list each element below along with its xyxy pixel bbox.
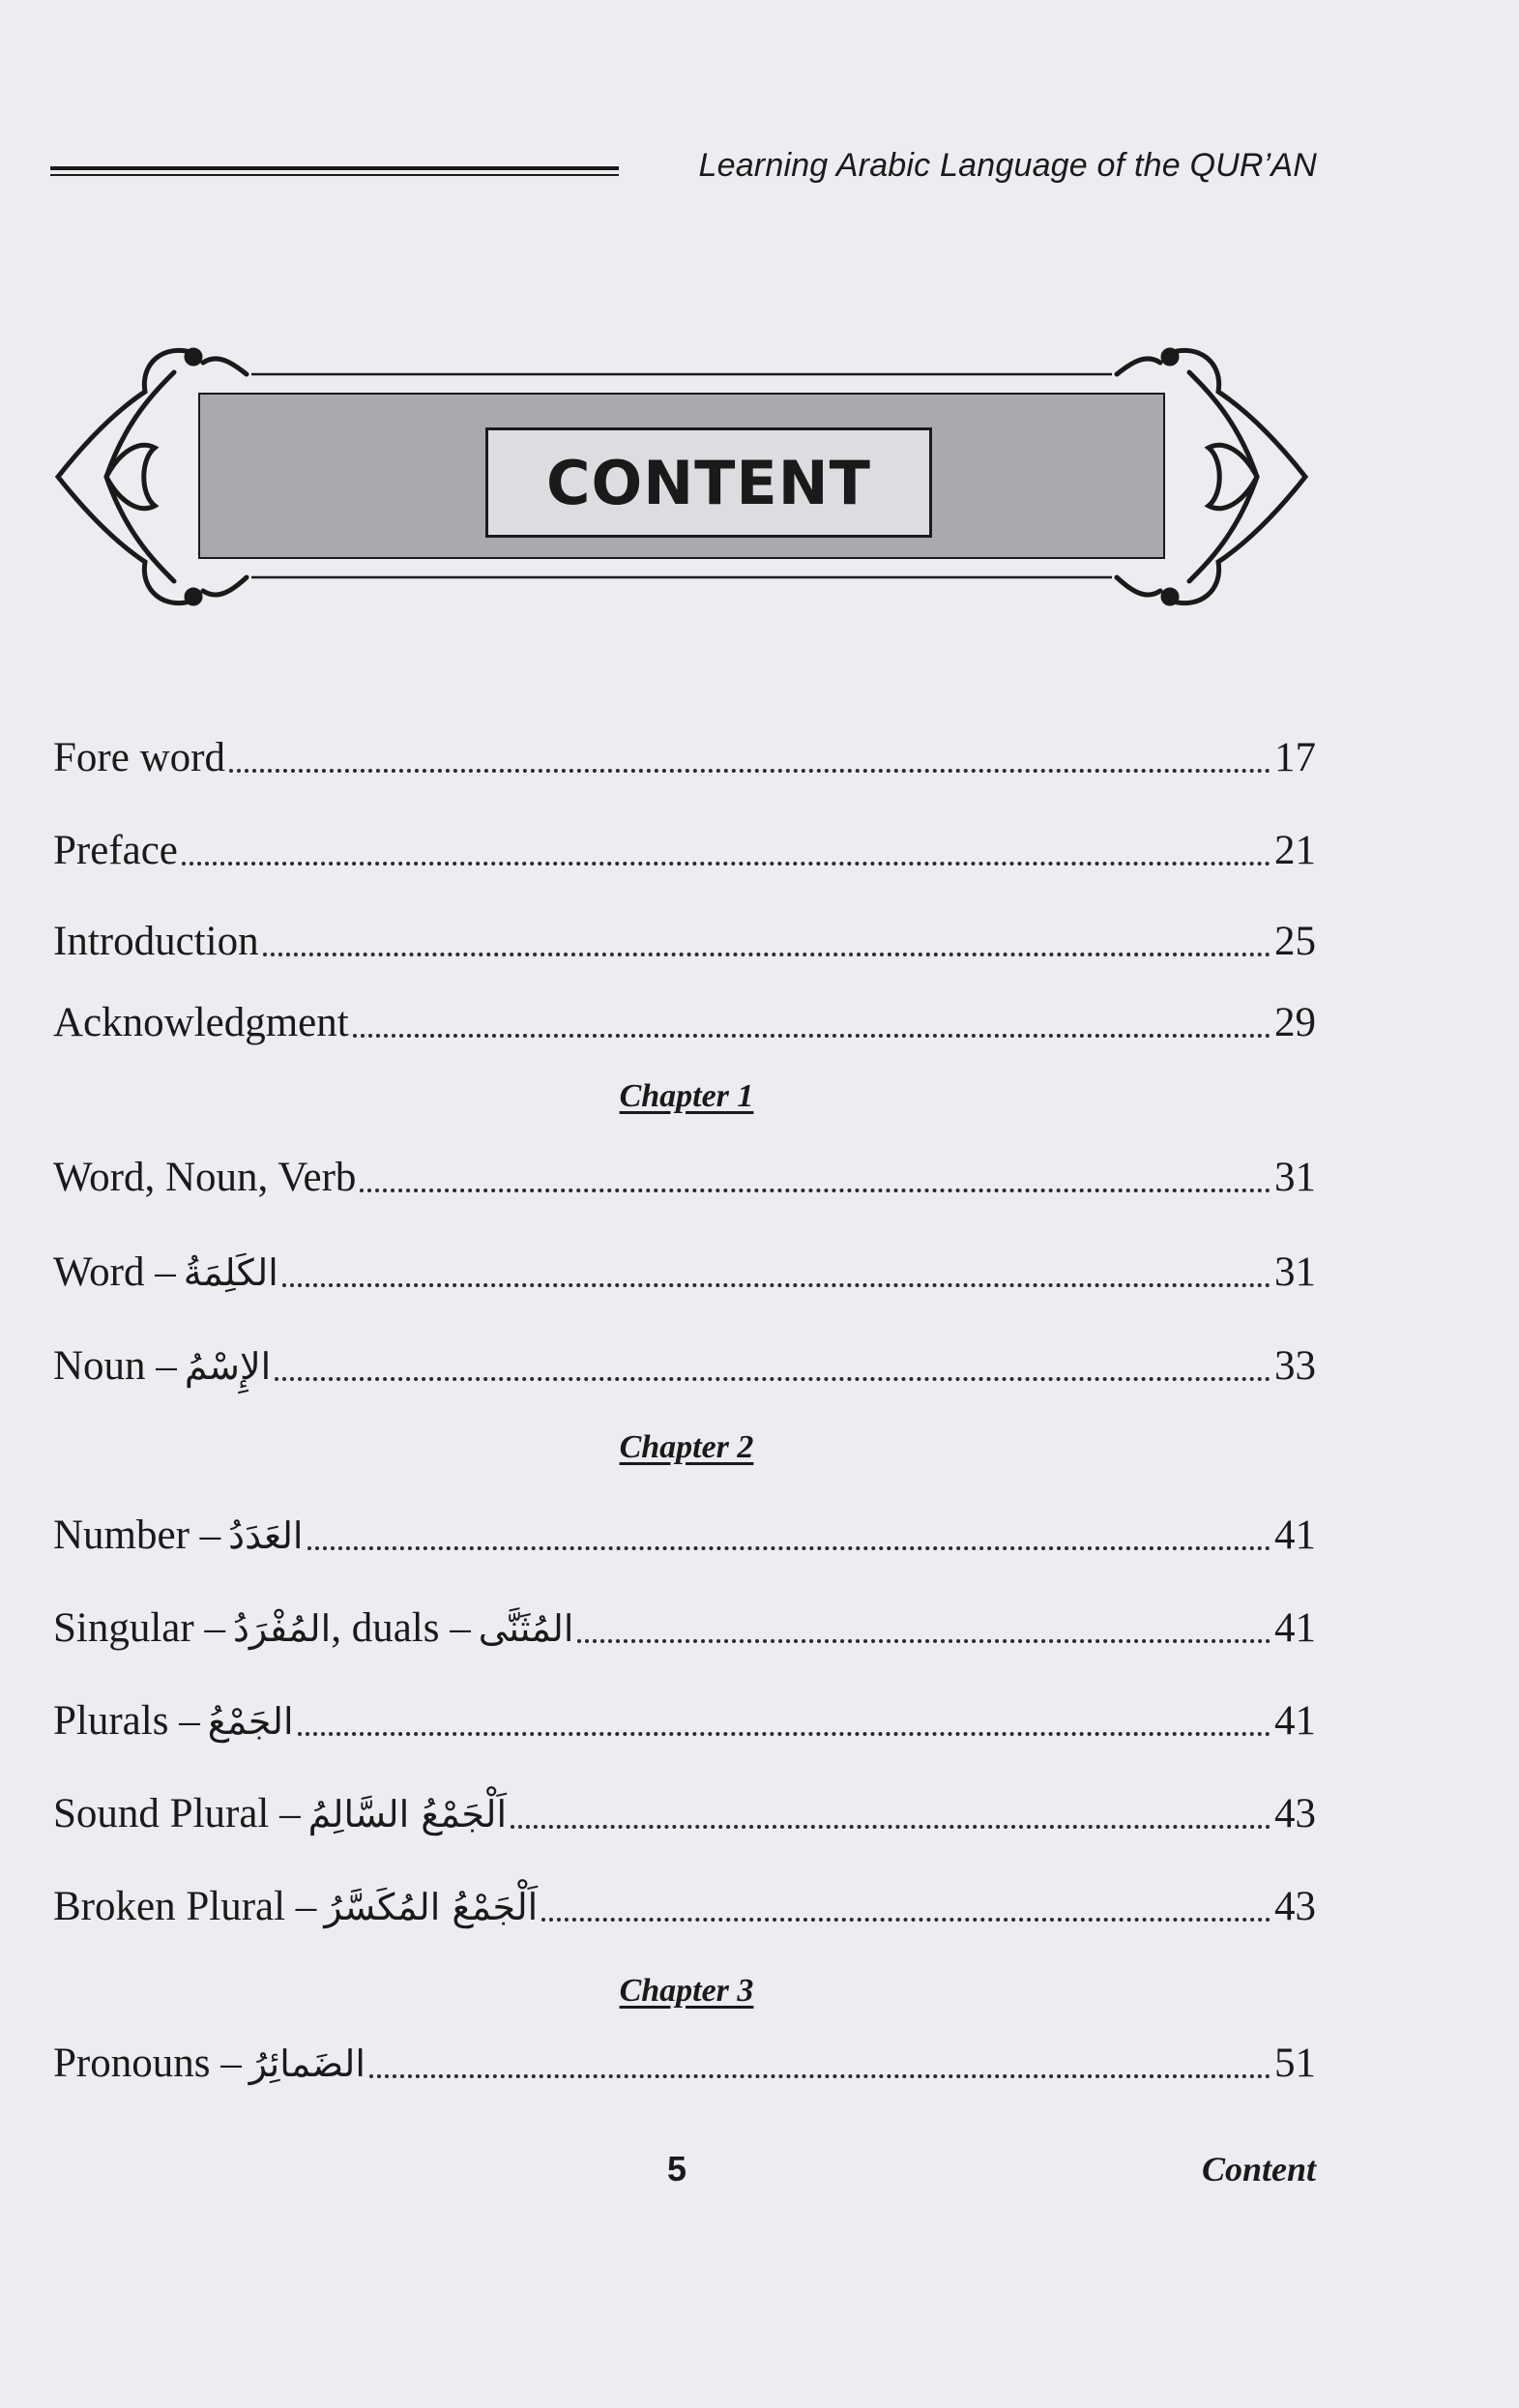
toc-entry-arabic: اَلْجَمْعُ السَّالِمُ xyxy=(307,1793,508,1835)
chapter-heading-3: Chapter 3 xyxy=(619,1973,754,2009)
dot-leader xyxy=(229,769,1271,773)
toc-entry-label: Word – xyxy=(53,1249,176,1295)
toc-entry-broken-plural[interactable] xyxy=(53,1880,1316,1934)
header-rule-thin xyxy=(50,174,619,176)
toc-page-number: 43 xyxy=(1274,1791,1316,1836)
toc-entry-arabic: العَدَدُ xyxy=(228,1514,304,1557)
toc-page-number: 51 xyxy=(1274,2041,1316,2086)
toc-page-number: 25 xyxy=(1274,919,1316,964)
dot-leader xyxy=(541,1918,1271,1922)
toc-entry-word-noun-verb[interactable] xyxy=(53,1151,1316,1205)
toc-page-number: 41 xyxy=(1274,1512,1316,1558)
toc-page-number: 41 xyxy=(1274,1698,1316,1744)
toc-entry-label: Preface xyxy=(53,828,178,873)
toc-entry-arabic: الجَمْعُ xyxy=(207,1700,294,1743)
toc-entry-arabic-duals: المُثَنَّى xyxy=(478,1607,574,1650)
toc-entry-label: Broken Plural – xyxy=(53,1884,317,1929)
dot-leader xyxy=(298,1732,1271,1736)
toc-page-number: 41 xyxy=(1274,1605,1316,1651)
dot-leader xyxy=(182,862,1271,866)
toc-entry-arabic: الإِسْمُ xyxy=(184,1345,272,1388)
toc-entry-label: Pronouns – xyxy=(53,2041,242,2086)
toc-entry-arabic: اَلْجَمْعُ المُكَسَّرُ xyxy=(324,1886,539,1928)
dot-leader xyxy=(369,2074,1271,2078)
toc-entry-word[interactable] xyxy=(53,1246,1316,1300)
book-title: Learning Arabic Language of the QUR’AN xyxy=(698,147,1317,184)
dot-leader xyxy=(511,1825,1271,1829)
dot-leader xyxy=(282,1283,1271,1287)
toc-entry-label: Fore word xyxy=(53,735,225,780)
toc-entry-arabic: المُفْرَدُ xyxy=(232,1607,332,1650)
toc-entry-label: Word, Noun, Verb xyxy=(53,1155,357,1200)
footer-section-title: Content xyxy=(1201,2150,1316,2188)
content-title: CONTENT xyxy=(546,447,871,518)
toc-entry-preface[interactable] xyxy=(53,824,1316,878)
toc-page-number: 17 xyxy=(1274,735,1316,780)
toc-page-number: 33 xyxy=(1274,1343,1316,1389)
toc-entry-plurals[interactable] xyxy=(53,1694,1316,1748)
toc-page-number: 43 xyxy=(1274,1884,1316,1929)
toc-entry-label: Plurals – xyxy=(53,1698,200,1744)
toc-entry-label: Singular – xyxy=(53,1605,225,1651)
toc-page-number: 31 xyxy=(1274,1249,1316,1295)
toc-entry-number[interactable] xyxy=(53,1509,1316,1563)
dot-leader xyxy=(577,1639,1271,1643)
toc-entry-sound-plural[interactable] xyxy=(53,1787,1316,1841)
dot-leader xyxy=(353,1034,1271,1038)
dot-leader xyxy=(307,1546,1271,1550)
content-banner xyxy=(48,334,1315,624)
toc-entry-arabic: الضَمائِرُ xyxy=(248,2042,365,2085)
toc-entry-noun[interactable] xyxy=(53,1339,1316,1394)
header-rule xyxy=(50,166,619,170)
toc-entry-label: Sound Plural – xyxy=(53,1791,301,1836)
toc-page-number: 21 xyxy=(1274,828,1316,873)
toc-entry-label: Introduction xyxy=(53,919,259,964)
toc-entry-foreword[interactable] xyxy=(53,731,1316,785)
toc-entry-label: Acknowledgment xyxy=(53,1000,349,1045)
dot-leader xyxy=(360,1189,1271,1192)
toc-page-number: 29 xyxy=(1274,1000,1316,1045)
dot-leader xyxy=(263,953,1271,956)
toc-entry-label: Noun – xyxy=(53,1343,177,1389)
toc-entry-acknowledgment[interactable] xyxy=(53,996,1316,1050)
toc-entry-singular-duals[interactable] xyxy=(53,1601,1316,1656)
chapter-heading-2: Chapter 2 xyxy=(619,1429,754,1465)
page-number: 5 xyxy=(667,2149,687,2188)
toc-page-number: 31 xyxy=(1274,1155,1316,1200)
dot-leader xyxy=(275,1377,1271,1381)
chapter-heading-1: Chapter 1 xyxy=(619,1078,754,1114)
toc-entry-introduction[interactable] xyxy=(53,915,1316,969)
content-title-box xyxy=(485,427,932,538)
toc-entry-label: Number – xyxy=(53,1512,221,1558)
toc-entry-arabic: الكَلِمَةُ xyxy=(183,1251,278,1294)
toc-entry-label-duals: , duals – xyxy=(331,1605,471,1651)
toc-entry-pronouns[interactable] xyxy=(53,2037,1316,2091)
running-header xyxy=(50,145,1317,191)
